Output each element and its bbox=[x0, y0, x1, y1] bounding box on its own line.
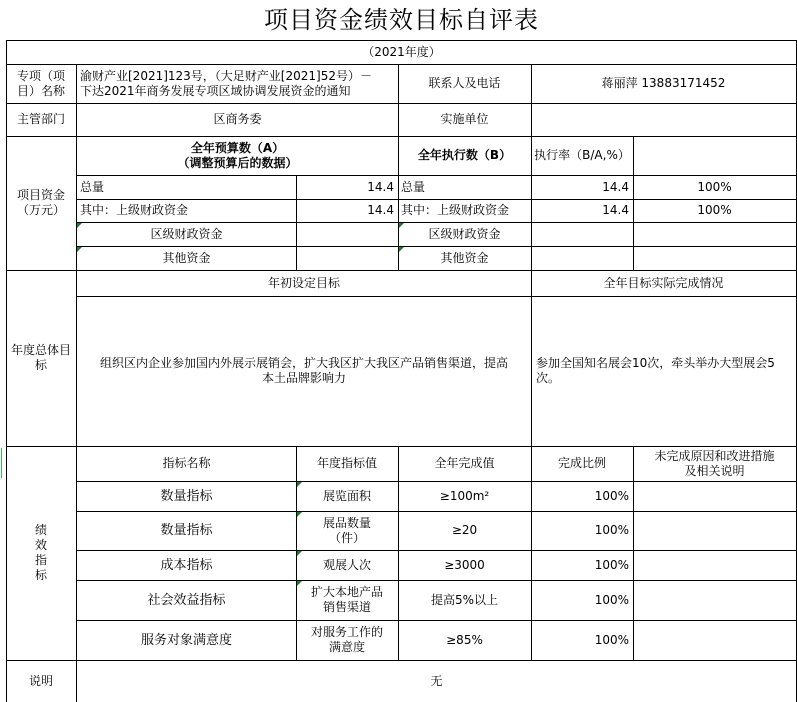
funds-row-rate: 100% bbox=[697, 179, 732, 194]
funds-label: 项目资金 （万元） bbox=[16, 188, 65, 217]
funds-row-exec-value bbox=[531, 222, 633, 246]
dept-value: 区商务委 bbox=[213, 112, 262, 126]
perf-row-note bbox=[633, 481, 796, 511]
perf-header-ratio: 完成比例 bbox=[557, 456, 606, 470]
perf-row-note bbox=[633, 620, 796, 660]
goals-planned-text: 组织区内企业参加国内外展示展销会，扩大我区扩大我区产品销售渠道，提高 本土品牌影响力 bbox=[99, 356, 508, 385]
perf-row-note bbox=[633, 511, 796, 550]
funds-row-budget-value: 14.4 bbox=[367, 203, 394, 217]
perf-row-indicator: 展览面积 bbox=[322, 488, 371, 503]
project-name: 渝财产业[2021]123号，（大足财产业[2021]52号）－ 下达2021年商务发展专项区域协调发展资金的通知 bbox=[80, 68, 372, 98]
funds-row-budget-label: 其中：上级财政资金 bbox=[80, 203, 189, 217]
funds-row-budget-label: 其他资金 bbox=[162, 250, 211, 265]
perf-row-ratio: 100% bbox=[594, 592, 629, 607]
perf-row-value: ≥3000 bbox=[444, 557, 485, 572]
perf-row-ratio: 100% bbox=[594, 557, 629, 572]
funds-row-rate bbox=[633, 222, 796, 246]
funds-row-budget-value bbox=[296, 246, 398, 270]
perf-row-note bbox=[633, 550, 796, 580]
dept-label: 主管部门 bbox=[16, 112, 65, 126]
perf-header-value: 全年完成值 bbox=[434, 456, 495, 470]
perf-header-note: 未完成原因和改进措施 及相关说明 bbox=[654, 448, 775, 478]
project-label: 专项（项 目）名称 bbox=[16, 68, 65, 98]
goals-planned-header: 年初设定目标 bbox=[267, 275, 340, 290]
perf-row-ratio: 100% bbox=[594, 632, 629, 647]
funds-row-exec-label: 区级财政资金 bbox=[428, 226, 501, 241]
exec-header: 全年执行数（B） bbox=[417, 148, 512, 162]
remarks-value: 无 bbox=[430, 673, 443, 688]
page-title: 项目资金绩效目标自评表 bbox=[264, 6, 539, 34]
goals-actual-header: 全年目标实际完成情况 bbox=[603, 275, 724, 290]
perf-row-name: 社会效益指标 bbox=[147, 592, 226, 608]
funds-row-budget-label: 总量 bbox=[80, 179, 105, 194]
funds-row-exec-label: 其他资金 bbox=[440, 250, 489, 265]
funds-row-exec-value bbox=[531, 246, 633, 270]
perf-header-name: 指标名称 bbox=[162, 456, 211, 470]
perf-row-value: ≥100m² bbox=[439, 488, 490, 503]
perf-row-indicator: 对服务工作的 满意度 bbox=[310, 625, 383, 654]
perf-row-name: 数量指标 bbox=[160, 488, 213, 504]
perf-row-value: ≥85% bbox=[446, 632, 483, 647]
funds-row-rate: 100% bbox=[697, 203, 732, 217]
perf-row-name: 成本指标 bbox=[160, 557, 213, 573]
goals-actual-text: 参加全国知名展会10次，牵头举办大型展会5 次。 bbox=[536, 356, 775, 385]
perf-row-indicator: 观展人次 bbox=[322, 557, 371, 572]
funds-row-budget-value bbox=[296, 222, 398, 246]
funds-row-exec-value: 14.4 bbox=[602, 179, 629, 194]
performance-label: 绩 效 指 标 bbox=[34, 523, 47, 582]
budget-header: 全年预算数（A） （调整预算后的数据） bbox=[177, 140, 298, 170]
funds-row-exec-label: 其中：上级财政资金 bbox=[401, 203, 510, 217]
rate-header: 执行率（B/A,%） bbox=[534, 148, 630, 162]
perf-row-indicator: 展品数量 （件） bbox=[322, 515, 371, 545]
perf-row-ratio: 100% bbox=[594, 523, 629, 537]
impl-value bbox=[531, 103, 796, 136]
remarks-label: 说明 bbox=[28, 673, 53, 688]
perf-row-value: 提高5%以上 bbox=[430, 592, 499, 607]
funds-row-exec-value: 14.4 bbox=[602, 203, 629, 217]
perf-row-note bbox=[633, 580, 796, 620]
perf-header-indicator: 年度指标值 bbox=[316, 456, 377, 470]
perf-row-value: ≥20 bbox=[451, 523, 478, 537]
funds-row-rate bbox=[633, 246, 796, 270]
goals-label: 年度总体目 标 bbox=[10, 343, 71, 372]
perf-row-name: 数量指标 bbox=[160, 523, 213, 538]
contact-value: 蒋丽萍 13883171452 bbox=[601, 76, 726, 90]
perf-row-ratio: 100% bbox=[594, 488, 629, 503]
perf-row-name: 服务对象满意度 bbox=[140, 632, 232, 648]
perf-row-indicator: 扩大本地产品 销售渠道 bbox=[310, 585, 383, 614]
report-year: （2021年度） bbox=[362, 44, 441, 59]
funds-row-budget-label: 区级财政资金 bbox=[150, 226, 223, 241]
funds-row-budget-value: 14.4 bbox=[367, 179, 394, 194]
funds-row-exec-label: 总量 bbox=[401, 179, 426, 194]
impl-label: 实施单位 bbox=[440, 112, 489, 126]
contact-label: 联系人及电话 bbox=[428, 76, 501, 90]
